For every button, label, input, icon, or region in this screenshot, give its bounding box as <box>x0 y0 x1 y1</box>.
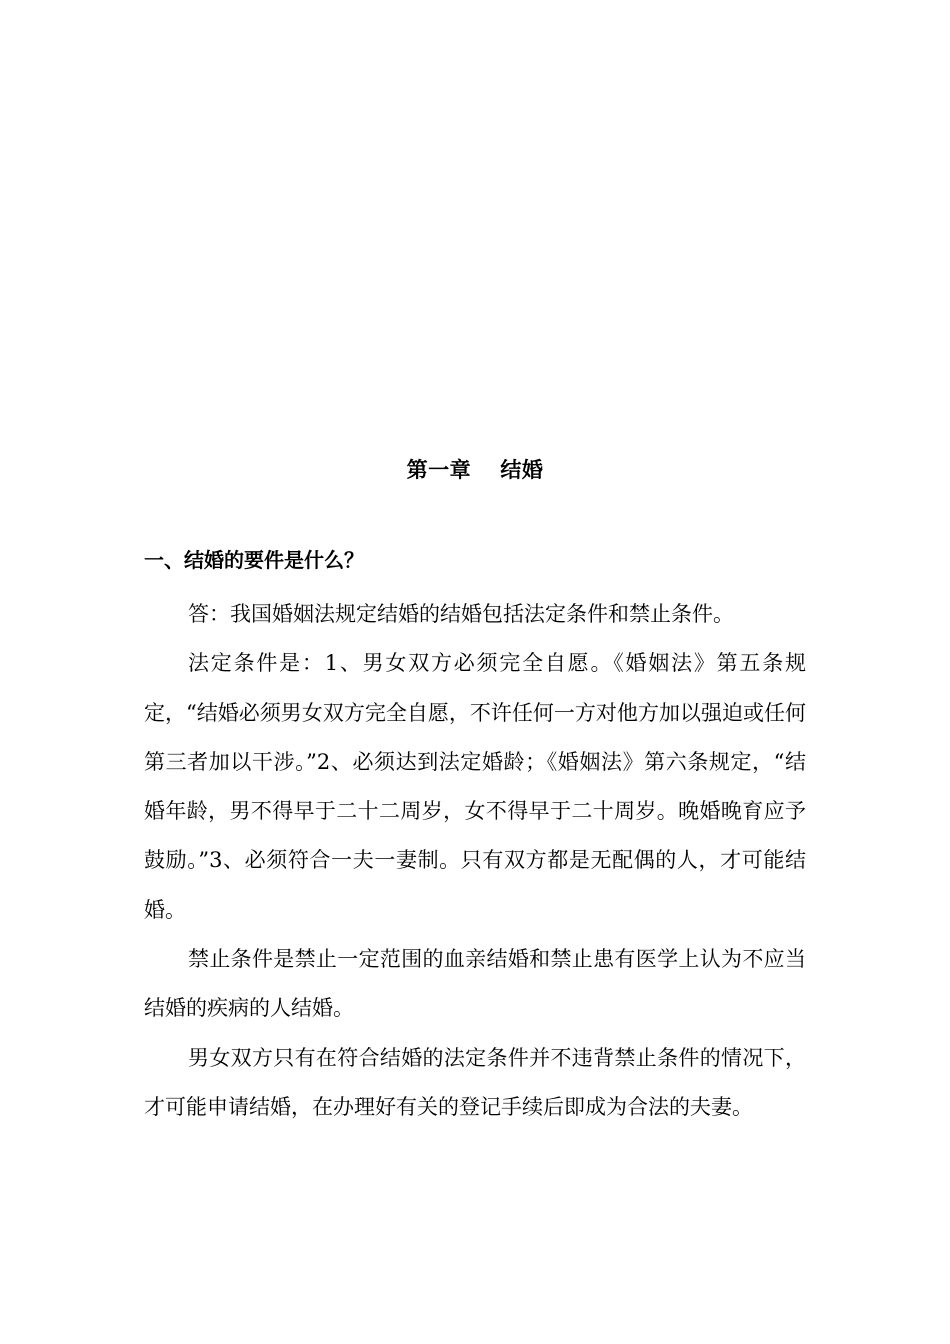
paragraph-legal-conditions: 法定条件是：1、男女双方必须完全自愿。《婚姻法》第五条规定，“结婚必须男女双方完全自愿，不许任何一方对他方加以强迫或任何第三者加以干涉。”2、必须达到法定婚龄；《婚姻法》第六条规定，“结婚年龄，男不得早于二十二周岁，女不得早于二十周岁。晚婚晚育应予鼓励。”3、必须符合一夫一妻制。只有双方都是无配偶的人，才可能结婚。 <box>144 651 806 922</box>
section-heading: 一、结婚的要件是什么？ <box>144 548 364 572</box>
paragraph-answer: 答：我国婚姻法规定结婚的结婚包括法定条件和禁止条件。 <box>188 602 734 626</box>
chapter-title: 第一章 结婚 <box>406 458 544 482</box>
paragraph-prohibited-conditions: 禁止条件是禁止一定范围的血亲结婚和禁止患有医学上认为不应当结婚的疾病的人结婚。 <box>144 947 806 1021</box>
paragraph-conclusion: 男女双方只有在符合结婚的法定条件并不违背禁止条件的情况下，才可能申请结婚，在办理好有关的登记手续后即成为合法的夫妻。 <box>144 1045 806 1119</box>
body-text <box>144 590 806 1132</box>
